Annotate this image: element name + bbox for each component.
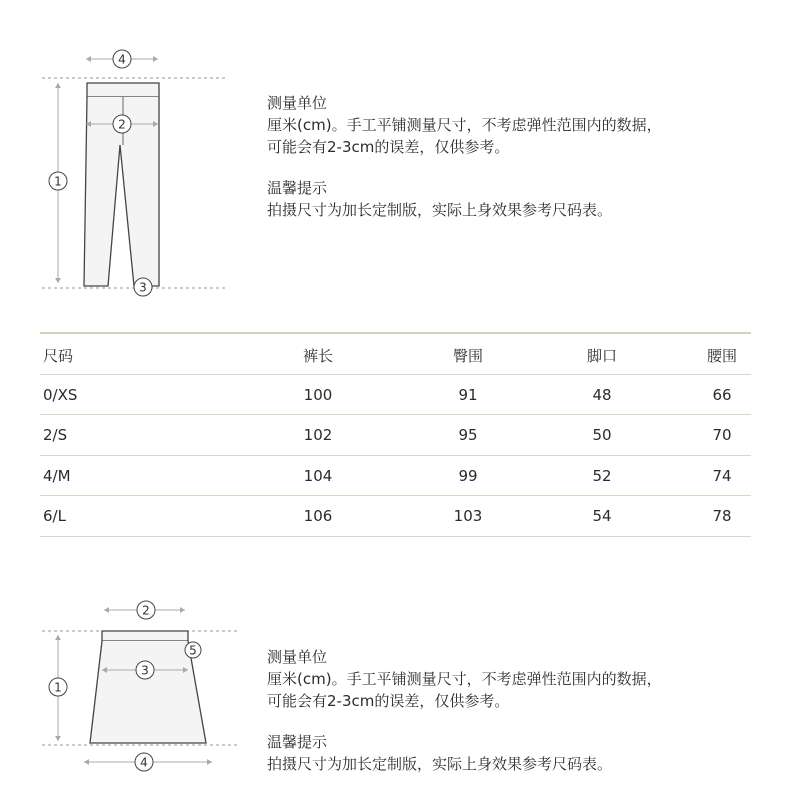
cell-waist: 66	[712, 385, 732, 404]
unit-desc-1: 厘米(cm)。手工平铺测量尺寸，不考虑弹性范围内的数据，	[267, 670, 662, 688]
header-hip: 臀围	[452, 347, 483, 365]
tip-desc: 拍摄尺寸为加长定制版，实际上身效果参考尺码表。	[267, 201, 613, 219]
cell-leg-opening: 48	[592, 385, 612, 404]
skirt-info	[267, 646, 662, 775]
marker-3: 3	[141, 663, 149, 678]
table-row	[40, 495, 751, 537]
cell-hip: 103	[453, 507, 483, 525]
marker-4: 4	[118, 52, 126, 67]
marker-4: 4	[140, 755, 148, 770]
marker-2: 2	[118, 117, 126, 132]
tip-desc: 拍摄尺寸为加长定制版，实际上身效果参考尺码表。	[267, 755, 613, 773]
unit-title: 测量单位	[267, 648, 328, 666]
header-length: 裤长	[302, 347, 333, 365]
marker-2: 2	[142, 603, 150, 618]
cell-hip: 95	[458, 426, 478, 444]
marker-5: 5	[189, 643, 197, 658]
skirt-measurement-icon	[40, 595, 240, 785]
marker-3: 3	[139, 280, 147, 295]
cell-waist: 74	[712, 466, 732, 485]
cell-length: 102	[303, 426, 333, 444]
header-leg-opening: 脚口	[586, 347, 617, 365]
cell-size: 4/M	[43, 466, 71, 485]
size-table	[40, 332, 751, 537]
cell-leg-opening: 52	[592, 466, 612, 485]
cell-hip: 91	[458, 385, 478, 404]
cell-waist: 78	[712, 507, 732, 525]
tip-title: 温馨提示	[267, 179, 328, 197]
pants-diagram	[40, 45, 240, 305]
cell-size: 0/XS	[43, 385, 78, 404]
header-size: 尺码	[43, 347, 74, 365]
pants-info	[267, 92, 662, 221]
cell-waist: 70	[712, 426, 732, 444]
table-row	[40, 374, 751, 415]
table-header-row	[40, 332, 751, 374]
cell-hip: 99	[458, 466, 478, 485]
unit-desc-1: 厘米(cm)。手工平铺测量尺寸，不考虑弹性范围内的数据，	[267, 116, 662, 134]
cell-length: 100	[303, 385, 333, 404]
table-row	[40, 414, 751, 455]
cell-leg-opening: 50	[592, 426, 612, 444]
marker-1: 1	[54, 174, 62, 189]
cell-length: 104	[303, 466, 333, 485]
table-row	[40, 455, 751, 496]
header-waist: 腰围	[706, 347, 737, 365]
cell-size: 6/L	[43, 507, 66, 525]
unit-desc-2: 可能会有2-3cm的误差，仅供参考。	[267, 138, 510, 156]
marker-1: 1	[54, 680, 62, 695]
pants-measurement-icon	[40, 45, 240, 305]
tip-title: 温馨提示	[267, 733, 328, 751]
unit-desc-2: 可能会有2-3cm的误差，仅供参考。	[267, 692, 510, 710]
cell-leg-opening: 54	[592, 507, 612, 525]
cell-size: 2/S	[43, 426, 68, 444]
unit-title: 测量单位	[267, 94, 328, 112]
skirt-diagram	[40, 595, 240, 785]
cell-length: 106	[303, 507, 333, 525]
